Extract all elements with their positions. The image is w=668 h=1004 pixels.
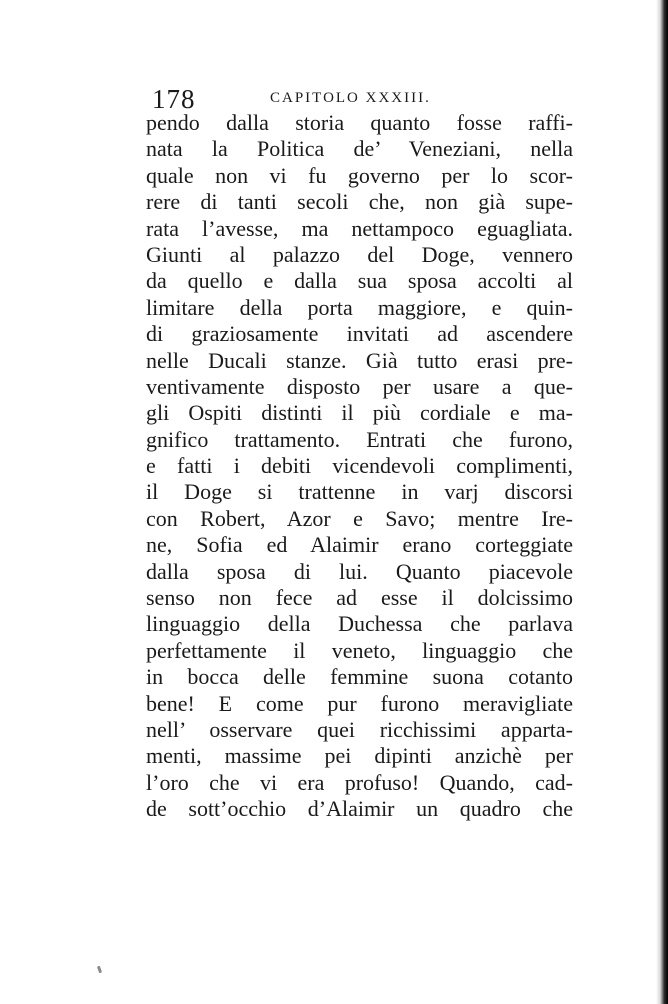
paper-speck [97, 966, 102, 974]
text-line: bene! E come pur furono meravigliate [146, 690, 573, 716]
text-line: e fatti i debiti vicendevoli complimenti, [146, 453, 573, 479]
text-line: l’oro che vi era profuso! Quando, cad- [146, 769, 573, 795]
text-line: Giunti al palazzo del Doge, vennero [146, 241, 573, 267]
text-line: rata l’avesse, ma nettampoco eguagliata. [146, 215, 573, 241]
text-line: il Doge si trattenne in varj discorsi [146, 479, 573, 505]
text-line: gnifico trattamento. Entrati che furono, [146, 426, 573, 452]
text-line: pendo dalla storia quanto fosse raffi- [146, 110, 573, 135]
text-line: nata la Politica de’ Veneziani, nella [146, 136, 573, 162]
text-line: perfettamente il veneto, linguaggio che [146, 637, 573, 663]
text-line: di graziosamente invitati ad ascendere [146, 321, 573, 347]
page-edge-shadow [656, 0, 668, 1004]
text-line: dalla sposa di lui. Quanto piacevole [146, 558, 573, 584]
text-line: linguaggio della Duchessa che parlava [146, 611, 573, 637]
text-line: in bocca delle femmine suona cotanto [146, 664, 573, 690]
page-number: 178 [152, 84, 196, 114]
body-text [146, 110, 573, 823]
page-header [152, 84, 572, 112]
running-head: CAPITOLO XXXIII. [270, 90, 431, 106]
text-line: ne, Sofia ed Alaimir erano corteggiate [146, 532, 573, 558]
text-line: rere di tanti secoli che, non già supe- [146, 189, 573, 215]
text-line: senso non fece ad esse il dolcissimo [146, 585, 573, 611]
text-line: limitare della porta maggiore, e quin- [146, 294, 573, 320]
text-line: menti, massime pei dipinti anzichè per [146, 743, 573, 769]
text-line: de sott’occhio d’Alaimir un quadro che [146, 796, 573, 822]
text-line: nell’ osservare quei ricchissimi apparta- [146, 716, 573, 742]
text-line: ventivamente disposto per usare a que- [146, 373, 573, 399]
text-line: con Robert, Azor e Savo; mentre Ire- [146, 505, 573, 531]
text-line: nelle Ducali stanze. Già tutto erasi pre- [146, 347, 573, 373]
text-line: da quello e dalla sua sposa accolti al [146, 268, 573, 294]
text-line: quale non vi fu governo per lo scor- [146, 162, 573, 188]
text-line: gli Ospiti distinti il più cordiale e ma- [146, 400, 573, 426]
